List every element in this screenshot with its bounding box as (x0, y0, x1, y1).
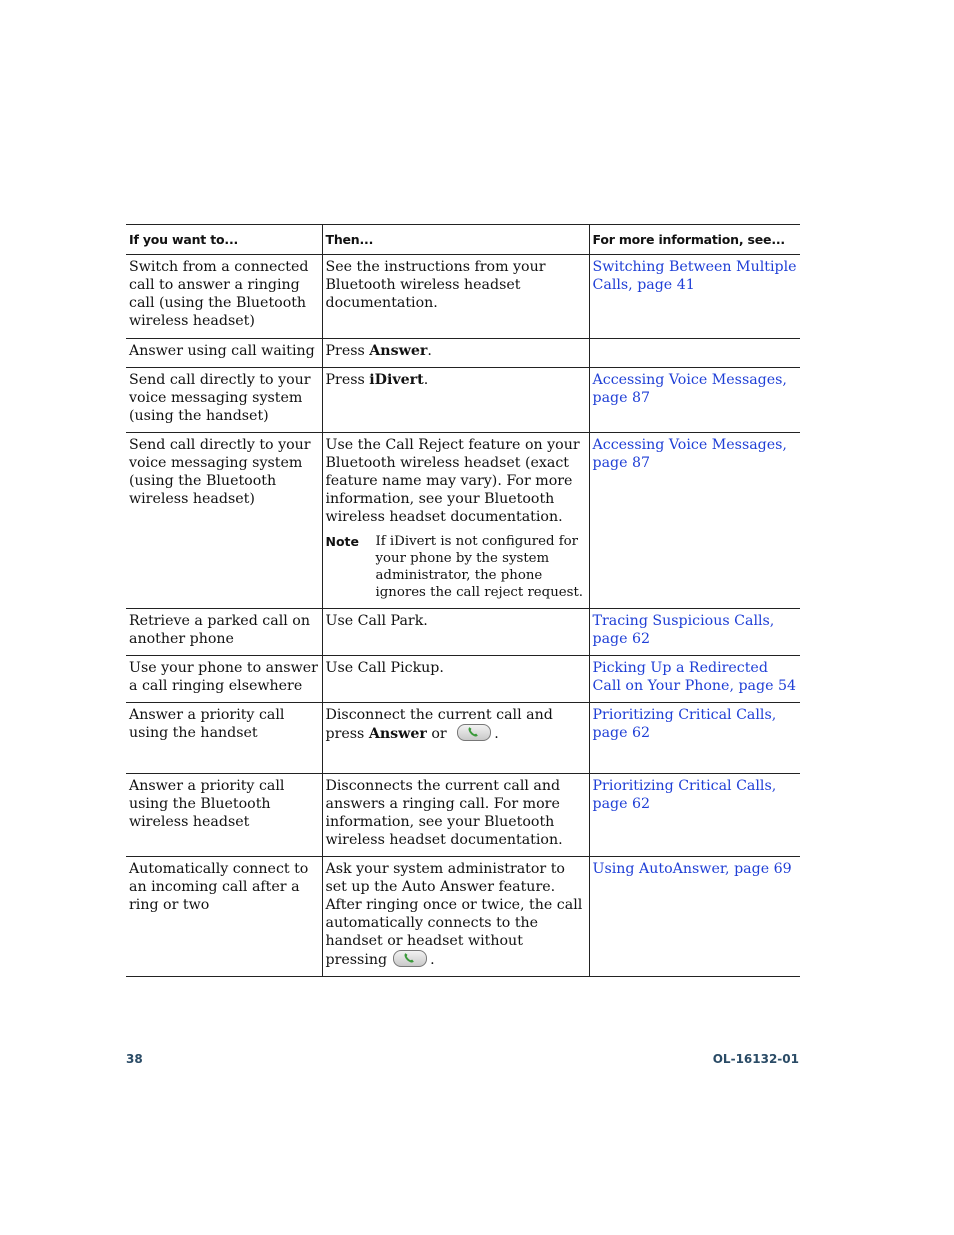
cell-more-info (589, 339, 800, 368)
cell-then (322, 433, 589, 609)
cell-more-info (589, 255, 800, 339)
xref-link[interactable]: Prioritizing Critical Calls, page 62 (592, 707, 777, 741)
note-text: If iDivert is not configured for your phone by the system administrator, the phone ignores the call reject request. (375, 534, 584, 600)
table-row (126, 339, 800, 368)
then-text: Press (325, 343, 370, 359)
cell-then: See the instructions from your Bluetooth wireless headset documentation. (322, 255, 589, 339)
xref-link[interactable]: Accessing Voice Messages, page 87 (592, 372, 787, 406)
xref-link[interactable]: Accessing Voice Messages, page 87 (592, 437, 787, 471)
table-row (126, 368, 800, 433)
cell-more-info (589, 774, 800, 857)
page-number: 38 (126, 1052, 143, 1066)
then-text: Press (325, 372, 370, 388)
cell-more-info (589, 433, 800, 609)
then-text: . (494, 726, 499, 742)
table-row (126, 656, 800, 703)
cell-then: Use Call Pickup. (322, 656, 589, 703)
cell-want: Answer using call waiting (126, 339, 322, 368)
document-id: OL-16132-01 (712, 1052, 799, 1066)
xref-link[interactable]: Prioritizing Critical Calls, page 62 (592, 778, 777, 812)
table-row (126, 774, 800, 857)
table-row (126, 255, 800, 339)
xref-link[interactable]: Using AutoAnswer, page 69 (592, 861, 792, 877)
then-text: Ask your system administrator to set up the Auto Answer feature. After ringing once or twice, the call automatically connects to the handset or headset without pressing (325, 861, 583, 968)
cell-want: Switch from a connected call to answer a ringing call (using the Bluetooth wireless headset) (126, 255, 322, 339)
cell-want: Send call directly to your voice messaging system (using the Bluetooth wireless headset) (126, 433, 322, 609)
then-text: . (427, 343, 432, 359)
cell-then: Use Call Park. (322, 609, 589, 656)
column-header-then: Then... (322, 225, 589, 255)
softkey-name: Answer (368, 726, 427, 742)
cell-want: Answer a priority call using the Bluetooth wireless headset (126, 774, 322, 857)
table-row (126, 433, 800, 609)
answer-call-key-icon (393, 950, 427, 967)
cell-want: Automatically connect to an incoming call after a ring or two (126, 857, 322, 977)
cell-more-info (589, 703, 800, 774)
then-text: Disconnect the current call and press (325, 707, 553, 742)
cell-want: Retrieve a parked call on another phone (126, 609, 322, 656)
column-header-want: If you want to... (126, 225, 322, 255)
cell-want: Use your phone to answer a call ringing elsewhere (126, 656, 322, 703)
cell-then: Disconnects the current call and answers a ringing call. For more information, see your Bluetooth wireless headset documentation. (322, 774, 589, 857)
note-label: Note (325, 534, 360, 549)
softkey-name: iDivert (369, 372, 424, 388)
then-text: . (423, 372, 429, 388)
cell-then (322, 368, 589, 433)
cell-then (322, 857, 589, 977)
cell-then (322, 703, 589, 774)
cell-then (322, 339, 589, 368)
table-row (126, 609, 800, 656)
then-text: . (430, 952, 435, 968)
answer-call-key-icon (457, 724, 491, 741)
table-row (126, 703, 800, 774)
then-text: or (426, 726, 452, 742)
table-row (126, 857, 800, 977)
then-text: Use the Call Reject feature on your Bluetooth wireless headset (exact feature name may vary). For more information, see your Bluetooth wireless headset documentation. (325, 437, 580, 525)
cell-want: Answer a priority call using the handset (126, 703, 322, 774)
xref-link[interactable]: Switching Between Multiple Calls, page 41 (592, 259, 797, 293)
column-header-more-info: For more information, see... (589, 225, 800, 255)
xref-link[interactable]: Tracing Suspicious Calls, page 62 (592, 613, 775, 647)
cell-want: Send call directly to your voice messaging system (using the handset) (126, 368, 322, 433)
xref-link[interactable]: Picking Up a Redirected Call on Your Phone, page 54 (592, 660, 797, 694)
cell-more-info (589, 656, 800, 703)
cell-more-info (589, 368, 800, 433)
table-header-row (126, 225, 800, 255)
cell-more-info (589, 609, 800, 656)
softkey-name: Answer (369, 343, 428, 359)
cell-more-info (589, 857, 800, 977)
features-table (126, 224, 800, 977)
note-block (326, 533, 586, 601)
